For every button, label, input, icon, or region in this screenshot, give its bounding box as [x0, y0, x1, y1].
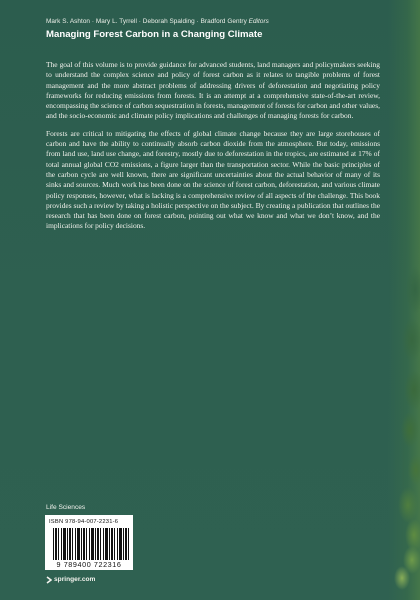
editor-names: Mark S. Ashton · Mary L. Tyrrell · Deborah Spalding · Bradford Gentry: [46, 18, 247, 25]
isbn-barcode-block: [45, 515, 133, 570]
forest-photo-edge: [388, 0, 420, 600]
series-label: Life Sciences: [46, 504, 86, 511]
editors-line: [46, 17, 386, 26]
blurb-paragraph-1: The goal of this volume is to provide guidance for advanced students, land managers and policymakers seeking to understand the complex science and policy of forest carbon as it relates to tangible problems of forest management and the more abstract problems of addressing drivers of deforestation and negotiating policy frameworks for reducing emissions from forests. It is an attempt at a comprehensive state-of-the-art review, encompassing the science of carbon sequestration in forests, management of forests for carbon and other values, and the socio-economic and climate policy implications and challenges of managing forests for carbon.: [46, 60, 380, 121]
editors-suffix: Editors: [248, 18, 269, 25]
barcode-digits: 9 789400 722316: [47, 561, 131, 569]
barcode-bars: [53, 528, 129, 560]
blurb-text: [46, 60, 380, 232]
publisher-link[interactable]: [46, 575, 95, 584]
cover-header: [46, 17, 386, 41]
book-title: Managing Forest Carbon in a Changing Climate: [46, 29, 263, 40]
publisher-url: springer.com: [54, 576, 96, 583]
isbn-label: ISBN 978-94-007-2231-6: [49, 519, 119, 525]
blurb-paragraph-2: Forests are critical to mitigating the effects of global climate change because they are large storehouses of carbon and have the ability to continually absorb carbon dioxide from the atmosphere. But today, emissions from land use, land use change, and forestry, mostly due to deforestation in the tropics, are estimated at 17% of total annual global CO2 emissions, a figure larger than the transportation sector. While the basic principles of the carbon cycle are well known, there are significant uncertainties about the actual behavior of many of its sinks and sources. Much work has been done on the science of forest carbon, deforestation, and various climate policy responses, however, what is lacking is a comprehensive review of all aspects of the challenge. This book provides such a review by taking a holistic perspective on the subject. By creating a publication that outlines the research that has been done on forest carbon, pointing out what we know and what we don’t know, and the implications for policy decisions.: [46, 128, 380, 231]
arrow-icon: [46, 576, 52, 584]
